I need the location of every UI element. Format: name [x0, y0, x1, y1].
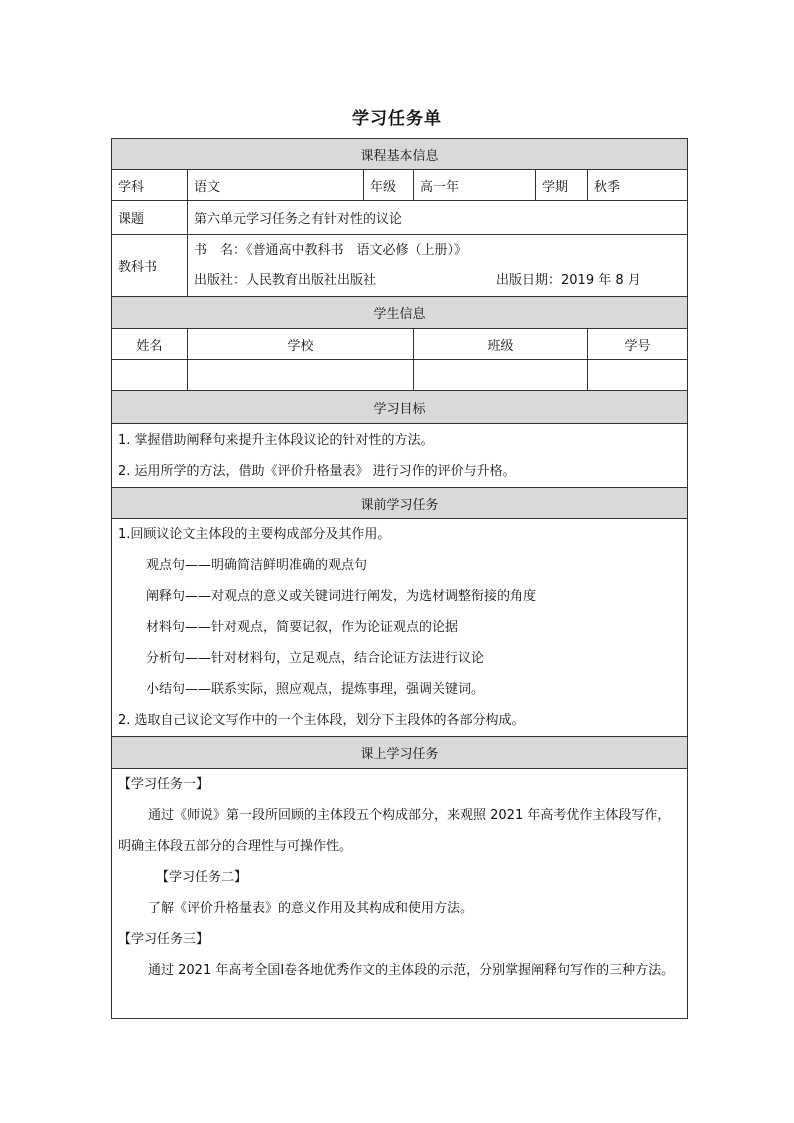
task1-title: 【学习任务一】 [118, 777, 210, 792]
pre-task-intro: 1.回顾议论文主体段的主要构成部分及其作用。 [118, 527, 391, 542]
task1-text: 通过《师说》第一段所回顾的主体段五个构成部分，来观照 2021 年高考优作主体段写作，明确主体段五部分的合理性与可操作性。 [118, 808, 671, 854]
pre-tasks-header: 课前学习任务 [112, 488, 688, 519]
publisher: 出版社：人民教育出版社出版社 [194, 272, 377, 288]
publish-date: 出版日期：2019 年 8 月 [496, 272, 641, 288]
pre-task-part: 阐释句——对观点的意义或关键词进行阐发，为选材调整衔接的角度 [146, 589, 537, 604]
grade-label: 年级 [364, 170, 414, 201]
topic-label: 课题 [112, 201, 188, 235]
textbook-label: 教科书 [112, 235, 188, 297]
course-info-header: 课程基本信息 [112, 139, 688, 170]
term-label: 学期 [536, 170, 588, 201]
pre-task-item-2: 2. 选取自己议论文写作中的一个主体段，划分下主段体的各部分构成。 [118, 713, 525, 728]
col-student-id: 学号 [588, 329, 688, 360]
task-sheet-table [111, 138, 688, 1019]
goal-item: 2. 运用所学的方法，借助《评价升格量表》 进行习作的评价与升格。 [118, 463, 516, 479]
subject-label: 学科 [112, 170, 188, 201]
book-name-line: 书 名：《普通高中教科书 语文必修（上册）》 [194, 242, 468, 258]
pre-task-part: 小结句——联系实际，照应观点，提炼事理，强调关键词。 [146, 682, 485, 697]
page-title: 学习任务单 [352, 109, 442, 129]
term-value: 秋季 [588, 170, 688, 201]
subject-value: 语文 [188, 170, 364, 201]
student-info-header: 学生信息 [112, 297, 688, 329]
task3-text: 通过 2021 年高考全国Ⅰ卷各地优秀作文的主体段的示范，分别掌握阐释句写作的三种方法。 [148, 963, 675, 978]
task3-title: 【学习任务三】 [118, 932, 210, 947]
class-input-cell[interactable] [414, 360, 588, 391]
topic-value: 第六单元学习任务之有针对性的议论 [188, 201, 688, 235]
goals-body [112, 424, 688, 488]
col-school: 学校 [188, 329, 414, 360]
pre-tasks-body [112, 519, 688, 737]
grade-value: 高一年 [414, 170, 536, 201]
class-tasks-header: 课上学习任务 [112, 737, 688, 769]
goal-item: 1. 掌握借助阐释句来提升主体段议论的针对性的方法。 [118, 432, 434, 448]
school-input-cell[interactable] [188, 360, 414, 391]
goals-header: 学习目标 [112, 391, 688, 424]
class-tasks-body [112, 769, 688, 1019]
pre-task-part: 材料句——针对观点，简要记叙，作为论证观点的论据 [146, 620, 459, 635]
task2-text: 了解《评价升格量表》的意义作用及其构成和使用方法。 [148, 901, 474, 916]
pre-task-part: 分析句——针对材料句，立足观点，结合论证方法进行议论 [146, 651, 485, 666]
task2-title: 【学习任务二】 [156, 870, 248, 885]
pre-task-part: 观点句——明确简洁鲜明准确的观点句 [146, 558, 368, 573]
col-class: 班级 [414, 329, 588, 360]
name-input-cell[interactable] [112, 360, 188, 391]
student-id-input-cell[interactable] [588, 360, 688, 391]
publisher-line [194, 266, 681, 296]
textbook-info [188, 235, 688, 297]
col-name: 姓名 [112, 329, 188, 360]
